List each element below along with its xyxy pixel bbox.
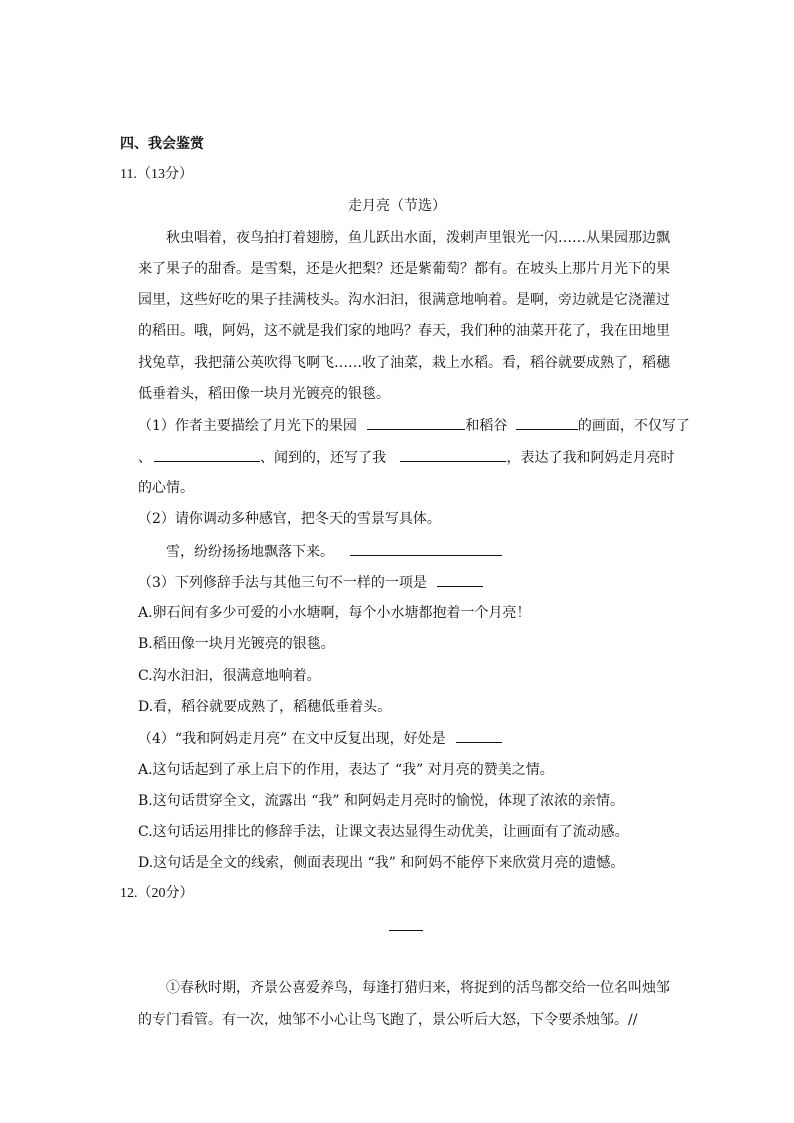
subquestion-1-text-b: 和稻谷 xyxy=(465,418,508,434)
subquestion-1-line-1 xyxy=(138,415,690,436)
answer-blank-seen[interactable] xyxy=(154,447,260,462)
subquestion-1-text-g: 的心情。 xyxy=(138,480,194,496)
passage-line: 低垂着头，稻田像一块月光镀亮的银毯。 xyxy=(138,386,390,402)
subquestion-2-lead: 雪，纷纷扬扬地飘落下来。 xyxy=(166,544,334,560)
title-blank-line xyxy=(389,930,423,931)
question-11-number: 11.（13分） xyxy=(120,167,193,182)
answer-blank-rice-field[interactable] xyxy=(516,415,578,430)
option-c: C.沟水汩汩，很满意地响着。 xyxy=(138,668,321,684)
subquestion-4-prompt: （4）“我和阿妈走月亮” 在文中反复出现，好处是 xyxy=(138,731,446,747)
subquestion-2-line xyxy=(166,541,502,562)
option-b: B.稻田像一块月光镀亮的银毯。 xyxy=(138,636,335,652)
subquestion-2-prompt: （2）请你调动多种感官，把冬天的雪景写具体。 xyxy=(138,511,441,527)
passage-line: 来了果子的甜香。是雪梨，还是火把梨？还是紫葡萄？都有。在坡头上那片月光下的果 xyxy=(138,261,670,277)
answer-blank-did[interactable] xyxy=(400,447,506,462)
option-d: D.这句话是全文的线索，侧面表现出 “我” 和阿妈不能停下来欣赏月亮的遗憾。 xyxy=(138,855,625,871)
answer-blank-snow[interactable] xyxy=(350,541,502,556)
answer-blank-rhetoric[interactable] xyxy=(437,572,483,587)
subquestion-1-text-e: 、闻到的，还写了我 xyxy=(260,450,386,466)
option-b: B.这句话贯穿全文，流露出 “我” 和阿妈走月亮时的愉悦，体现了浓浓的亲情。 xyxy=(138,793,624,809)
subquestion-1-text-d: 、 xyxy=(138,450,152,466)
option-a: A.卵石间有多少可爱的小水塘啊，每个小水塘都抱着一个月亮！ xyxy=(138,605,531,621)
passage-line: ①春秋时期，齐景公喜爱养鸟，每逢打猎归来，将捉到的活鸟都交给一位名叫烛邹 xyxy=(166,980,670,996)
answer-blank-benefit[interactable] xyxy=(456,728,502,743)
option-c: C.这句话运用排比的修辞手法，让课文表达显得生动优美，让画面有了流动感。 xyxy=(138,824,629,840)
subquestion-1-text-f: ，表达了我和阿妈走月亮时 xyxy=(506,450,675,466)
subquestion-3-prompt: （3）下列修辞手法与其他三句不一样的一项是 xyxy=(138,575,427,591)
passage-line: 秋虫唱着，夜鸟拍打着翅膀，鱼儿跃出水面，泼剌声里银光一闪……从果园那边飘 xyxy=(166,230,670,246)
passage-title: 走月亮（节选） xyxy=(348,198,446,214)
subquestion-4-line xyxy=(138,728,502,749)
subquestion-1-line-2 xyxy=(138,447,674,468)
option-a: A.这句话起到了承上启下的作用，表达了 “我” 对月亮的赞美之情。 xyxy=(138,762,554,778)
section-heading: 四、我会鉴赏 xyxy=(120,136,204,152)
passage-line: 的稻田。哦，阿妈，这不就是我们家的地吗？春天，我们种的油菜开花了，我在田地里 xyxy=(138,323,670,339)
subquestion-1-text-a: （1）作者主要描绘了月光下的果园 xyxy=(138,418,357,434)
question-12-number: 12.（20分） xyxy=(120,886,194,901)
option-d: D.看，稻谷就要成熟了，稻穗低垂着头。 xyxy=(138,699,392,715)
subquestion-1-text-c: 的画面，不仅写了 xyxy=(577,418,690,434)
passage-line: 园里，这些好吃的果子挂满枝头。沟水汩汩，很满意地响着。是啊，旁边就是它浇灌过 xyxy=(138,292,670,308)
passage-line: 的专门看管。有一次，烛邹不小心让鸟飞跑了，景公听后大怒，下令要杀烛邹。// xyxy=(138,1012,638,1028)
passage-line: 找兔草，我把蒲公英吹得飞啊飞……收了油菜，栽上水稻。看，稻谷就要成熟了，稻穗 xyxy=(138,355,670,371)
answer-blank-orchard[interactable] xyxy=(367,415,465,430)
subquestion-3-line xyxy=(138,572,483,593)
